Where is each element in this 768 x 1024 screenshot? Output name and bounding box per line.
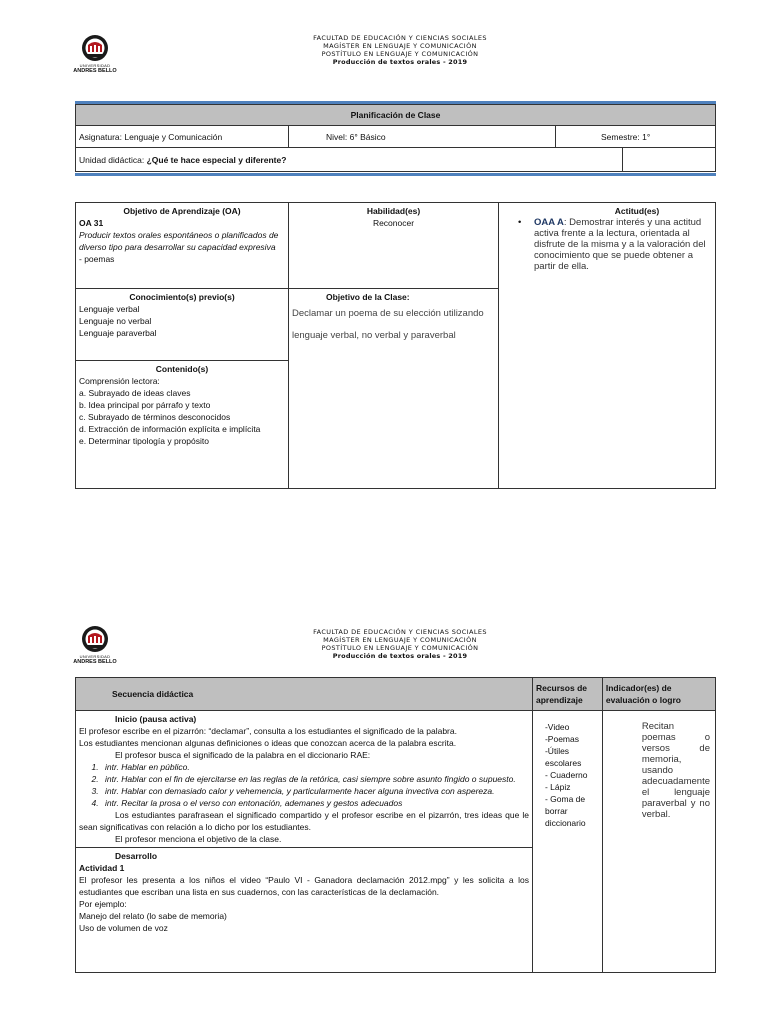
oa-text: Producir textos orales espontáneos o planificados de diverso tipo para desarrollar su capacidad expresiva bbox=[79, 230, 279, 252]
contenido-item: b. Idea principal por párrafo y texto bbox=[79, 400, 211, 410]
header-line1: FACULTAD DE EDUCACIÓN Y CIENCIAS SOCIALES bbox=[313, 34, 487, 42]
header-line4: Producción de textos orales - 2019 bbox=[332, 652, 468, 660]
university-crest-icon bbox=[81, 34, 109, 62]
rae-item: 4. intr. Recitar la prosa o el verso con entonación, ademanes y gestos adecuados bbox=[101, 797, 529, 809]
rae-item: 1. intr. Hablar en público. bbox=[101, 761, 529, 773]
desarrollo-cell bbox=[76, 848, 533, 973]
recurso-item: diccionario bbox=[544, 818, 586, 828]
logo-line2: ANDRES BELLO bbox=[73, 68, 117, 74]
oa-header: Objetivo de Aprendizaje (OA) bbox=[123, 206, 241, 216]
rae-item: 2. intr. Hablar con el fin de ejercitarse en las reglas de la retórica, casi siempre sobre asunto fingido o supuesto. bbox=[101, 773, 529, 785]
contenido-header: Contenido(s) bbox=[155, 364, 209, 374]
contenido-lead: Comprensión lectora: bbox=[79, 376, 160, 386]
contenido-cell bbox=[76, 361, 289, 489]
indicador-col-header: Indicador(es) de evaluación o logro bbox=[602, 678, 715, 711]
ejemplo-label: Por ejemplo: bbox=[79, 899, 127, 909]
header-line2: MAGÍSTER EN LENGUAJE Y COMUNICACIÓN bbox=[323, 42, 477, 50]
ejemplo-item: Uso de volumen de voz bbox=[79, 923, 168, 933]
indicador-cell bbox=[602, 711, 715, 973]
inicio-paragraph: El profesor escribe en el pizarrón: “declamar”, consulta a los estudiantes el significado de la palabra. bbox=[79, 726, 457, 736]
recurso-item: - Cuaderno bbox=[544, 770, 588, 780]
recurso-item: - Goma de borrar bbox=[544, 794, 586, 816]
actitud-code: OAA A bbox=[534, 217, 564, 228]
plan-table-bottom-band bbox=[75, 173, 716, 176]
asignatura-cell: Asignatura: Lenguaje y Comunicación bbox=[76, 126, 289, 148]
desarrollo-title: Desarrollo bbox=[115, 851, 158, 861]
recurso-item: -Poemas bbox=[544, 734, 579, 744]
objectives-table bbox=[75, 202, 716, 489]
inicio-title: Inicio (pausa activa) bbox=[115, 714, 197, 724]
actividad-title: Actividad 1 bbox=[79, 863, 125, 873]
actitud-header: Actitud(es) bbox=[614, 206, 660, 216]
sequence-table bbox=[75, 677, 716, 973]
page-header bbox=[230, 34, 570, 66]
rae-list bbox=[79, 761, 529, 809]
page-header bbox=[230, 628, 570, 660]
inicio-paragraph: El profesor menciona el objetivo de la clase. bbox=[115, 834, 282, 844]
university-crest-icon bbox=[81, 625, 109, 653]
logo-line1: UNIVERSIDAD bbox=[79, 654, 111, 659]
actitud-bullet bbox=[502, 217, 712, 272]
plan-table bbox=[75, 104, 716, 172]
rae-item: 3. intr. Hablar con demasiado calor y vehemencia, y particularmente hacer alguna invectiva con aspereza. bbox=[101, 785, 529, 797]
recurso-item: -Útiles escolares bbox=[544, 746, 582, 768]
contenido-item: a. Subrayado de ideas claves bbox=[79, 388, 191, 398]
actitud-cell bbox=[499, 203, 716, 489]
header-line4: Producción de textos orales - 2019 bbox=[332, 58, 468, 66]
recursos-col-header: Recursos de aprendizaje bbox=[532, 678, 602, 711]
header-line1: FACULTAD DE EDUCACIÓN Y CIENCIAS SOCIALES bbox=[313, 628, 487, 636]
habilidad-cell bbox=[289, 203, 499, 289]
sequence-col-header: Secuencia didáctica bbox=[76, 678, 533, 711]
bullet-icon: • bbox=[518, 217, 522, 228]
ejemplo-item: Manejo del relato (lo sabe de memoria) bbox=[79, 911, 227, 921]
previo-item: Lenguaje paraverbal bbox=[79, 328, 157, 338]
logo-line1: UNIVERSIDAD bbox=[79, 63, 111, 68]
recursos-cell bbox=[532, 711, 602, 973]
recurso-item: -Video bbox=[544, 722, 570, 732]
desarrollo-paragraph: El profesor les presenta a los niños el video “Paulo VI - Ganadora declamación 2012.mpg” y les solicita a los estudiantes que escriban una lista en sus cuadernos, con las características de la declamación. bbox=[79, 875, 529, 897]
nivel-cell: Nivel: 6° Básico bbox=[289, 126, 556, 148]
unidad-empty-cell bbox=[623, 148, 716, 172]
header-line2: MAGÍSTER EN LENGUAJE Y COMUNICACIÓN bbox=[323, 636, 477, 644]
inicio-paragraph: El profesor busca el significado de la palabra en el diccionario RAE: bbox=[115, 750, 371, 760]
clase-header: Objetivo de la Clase: bbox=[326, 292, 410, 302]
contenido-item: c. Subrayado de términos desconocidos bbox=[79, 412, 231, 422]
inicio-paragraph: Los estudiantes parafrasean el significado compartido y el profesor escribe en el pizarrón, tres ideas que le sean significativas con relación a lo dicho por los estudiantes. bbox=[79, 810, 529, 832]
oa-cell bbox=[76, 203, 289, 289]
oa-code: OA 31 bbox=[79, 218, 104, 228]
previo-item: Lenguaje verbal bbox=[79, 304, 140, 314]
previo-item: Lenguaje no verbal bbox=[79, 316, 152, 326]
logo-line2: ANDRES BELLO bbox=[73, 659, 117, 665]
header-line3: POSTÍTULO EN LENGUAJE Y COMUNICACIÓN bbox=[321, 644, 479, 652]
inicio-cell bbox=[76, 711, 533, 848]
recurso-item: - Lápiz bbox=[544, 782, 571, 792]
previo-header: Conocimiento(s) previo(s) bbox=[129, 292, 235, 302]
semestre-cell: Semestre: 1° bbox=[556, 126, 716, 148]
clase-text: Declamar un poema de su elección utilizando lenguaje verbal, no verbal y paraverbal bbox=[292, 308, 484, 341]
habilidad-header: Habilidad(es) bbox=[366, 206, 421, 216]
indicador-text: Recitan poemas o versos de memoria, usando adecuadamente el lenguaje paraverbal y no verbal. bbox=[641, 721, 710, 820]
plan-title: Planificación de Clase bbox=[76, 105, 716, 126]
oa-item: - poemas bbox=[79, 254, 115, 264]
contenido-item: d. Extracción de información explícita e implícita bbox=[79, 424, 261, 434]
header-line3: POSTÍTULO EN LENGUAJE Y COMUNICACIÓN bbox=[321, 50, 479, 58]
university-logo bbox=[70, 625, 120, 665]
actitud-text: : Demostrar interés y una actitud activa frente a la lectura, orientada al disfrute de la misma y a la valoración del conocimiento que se puede obtener a partir de ella. bbox=[534, 217, 706, 272]
unidad-cell bbox=[76, 148, 623, 172]
inicio-paragraph: Los estudiantes mencionan algunas definiciones o ideas que conozcan acerca de la palabra escrita. bbox=[79, 738, 457, 748]
contenido-item: e. Determinar tipología y propósito bbox=[79, 436, 209, 446]
university-logo bbox=[70, 34, 120, 74]
unidad-value: ¿Qué te hace especial y diferente? bbox=[146, 154, 287, 165]
habilidad-value: Reconocer bbox=[372, 218, 415, 228]
previo-cell bbox=[76, 289, 289, 361]
unidad-label: Unidad didáctica: bbox=[79, 154, 147, 165]
clase-cell bbox=[289, 289, 499, 489]
